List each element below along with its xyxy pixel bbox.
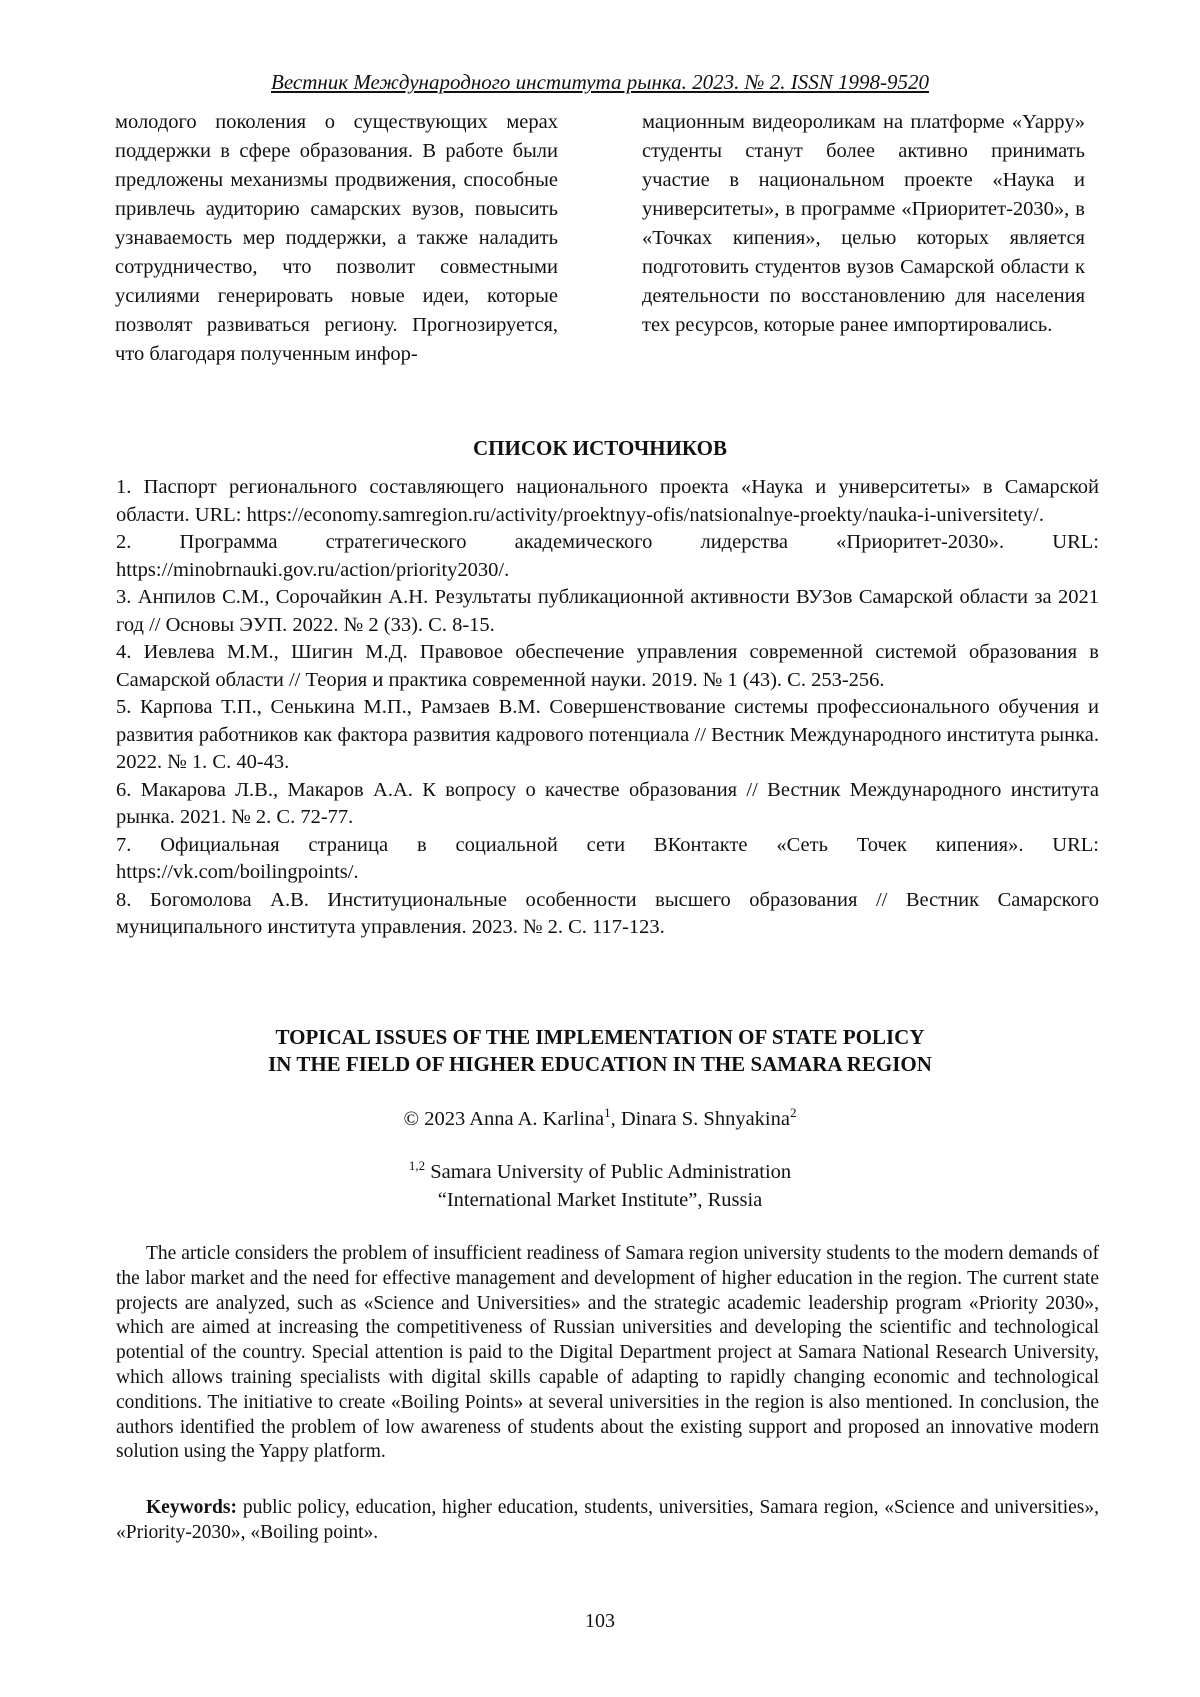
reference-item-2: 2. Программа стратегического академического лидерства «Приоритет-2030». URL: https://minobrnauki.gov.ru/action/priority2030/. — [116, 531, 1099, 581]
keywords-text: public policy, education, higher education, students, universities, Samara region, «Science and universities», «Priority-2030», «Boiling point». — [116, 1497, 1099, 1543]
author-line — [0, 1105, 1200, 1131]
authors-prefix: © 2023 Anna A. Karlina — [403, 1108, 605, 1130]
affiliation-superscript: 1,2 — [408, 1158, 426, 1174]
body-column-left: молодого поколения о существующих мерах поддержки в сфере образования. В работе были предложены механизмы продвижения, способные привлечь аудиторию самарских вузов, повысить узнаваемость мер поддержки, а также наладить сотрудничество, что позволит совместными усилиями генерировать новые идеи, которые позволят развиваться региону. Прогнозируется, что благодаря полученным инфор- — [115, 111, 558, 365]
affiliation-name: Samara University of Public Administration — [425, 1161, 792, 1183]
reference-item-6: 6. Макарова Л.В., Макаров А.А. К вопросу о качестве образования // Вестник Международного института рынка. 2021. № 2. С. 72-77. — [116, 778, 1099, 828]
author1-superscript: 1 — [604, 1105, 611, 1121]
reference-item-4: 4. Иевлева М.М., Шигин М.Д. Правовое обеспечение управления современной системой образования в Самарской области // Теория и практика современной науки. 2019. № 1 (43). С. 253-256. — [116, 641, 1099, 691]
english-abstract: The article considers the problem of insufficient readiness of Samara region university students to the modern demands of the labor market and the need for effective management and development of higher education in the region. The current state projects are analyzed, such as «Science and Universities» and the strategic academic leadership program «Priority 2030», which are aimed at increasing the competitiveness of Russian universities and developing the scientific and technological potential of the country. Special attention is paid to the Digital Department project at Samara National Research University, which allows training specialists with digital skills capable of adapting to rapidly changing economic and technological conditions. The initiative to create «Boiling Points» at several universities in the region is also mentioned. In conclusion, the authors identified the problem of low awareness of students about the existing support and proposed an innovative modern solution using the Yappy platform. — [116, 1243, 1099, 1463]
affiliation — [0, 1158, 1200, 1214]
page-number: 103 — [585, 1610, 615, 1632]
keywords-label: Keywords: — [146, 1497, 237, 1518]
author2-superscript: 2 — [789, 1105, 797, 1121]
reference-item-3: 3. Анпилов С.М., Сорочайкин А.Н. Результаты публикационной активности ВУЗов Самарской области за 2021 год // Основы ЭУП. 2022. № 2 (33). С. 8-15. — [116, 586, 1099, 636]
reference-item-8: 8. Богомолова А.В. Институциональные особенности высшего образования // Вестник Самарского муниципального института управления. 2023. № 2. С. 117-123. — [116, 888, 1099, 938]
reference-list — [116, 474, 1099, 942]
english-article-title — [0, 1024, 1200, 1078]
affiliation-line-1 — [0, 1158, 1200, 1186]
reference-item-7: 7. Официальная страница в социальной сети ВКонтакте «Сеть Точек кипения». URL: https://vk.com/boilingpoints/. — [116, 833, 1099, 883]
english-title-line-2: IN THE FIELD OF HIGHER EDUCATION IN THE SAMARA REGION — [268, 1052, 932, 1076]
sources-heading: СПИСОК ИСТОЧНИКОВ — [473, 436, 727, 460]
body-column-right: мационным видеороликам на платформе «Yappy» студенты станут более активно принимать участие в национальном проекте «Наука и университеты», в программе «Приоритет-2030», в «Точках кипения», целью которых является подготовить студентов вузов Самарской области к деятельности по восстановлению для населения тех ресурсов, которые ранее импортировались. — [642, 111, 1085, 336]
reference-item-5: 5. Карпова Т.П., Сенькина М.П., Рамзаев В.М. Совершенствование системы профессионального обучения и развития работников как фактора развития кадрового потенциала // Вестник Международного института рынка. 2022. № 1. С. 40-43. — [116, 696, 1099, 773]
english-title-line-1: TOPICAL ISSUES OF THE IMPLEMENTATION OF STATE POLICY — [275, 1025, 925, 1049]
authors-separator: , Dinara S. Shnyakina — [610, 1108, 790, 1130]
reference-item-1: 1. Паспорт регионального составляющего национального проекта «Наука и университеты» в Самарской области. URL: https://economy.samregion.ru/activity/proektnyy-ofis/natsionalnye-proekty/nauka-i-universitety/. — [116, 476, 1099, 526]
affiliation-line-2: “International Market Institute”, Russia — [437, 1189, 763, 1211]
running-title: Вестник Международного института рынка. 2023. № 2. ISSN 1998-9520 — [271, 70, 929, 94]
keywords — [116, 1496, 1099, 1546]
